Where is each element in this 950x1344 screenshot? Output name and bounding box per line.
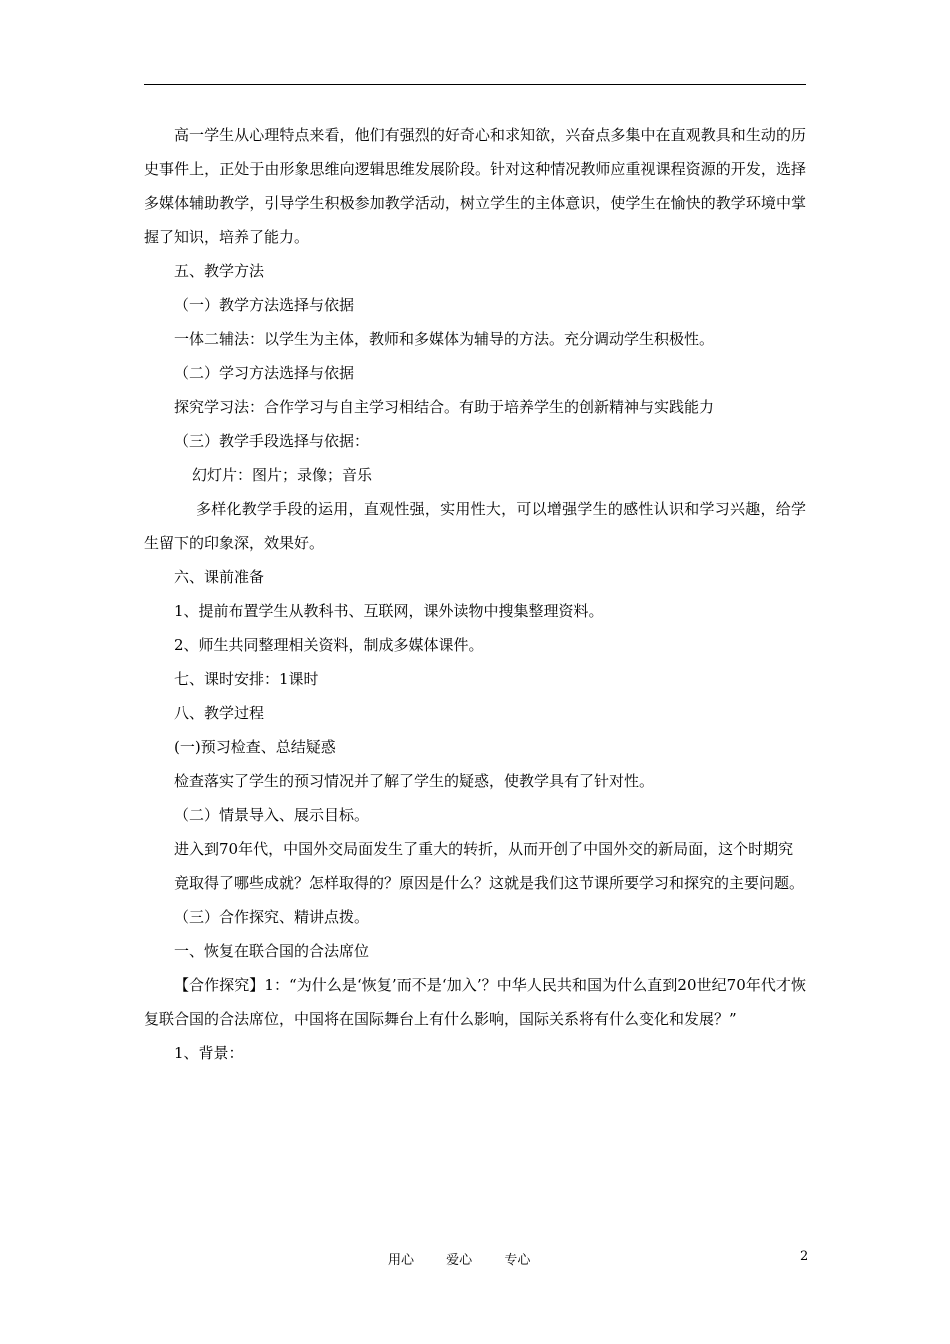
subheading-cooperation: （三）合作探究、精讲点拨。 — [174, 908, 370, 926]
paragraph-introduction-1: 进入到70年代，中国外交局面发生了重大的转折，从而开创了中国外交的新局面，这个时期究 — [174, 840, 794, 858]
paragraph-preparation-1: 1、提前布置学生从教科书、互联网，课外读物中搜集整理资料。 — [174, 602, 604, 620]
heading-un-seat: 一、恢复在联合国的合法席位 — [174, 942, 370, 960]
paragraph-preparation-2: 2、师生共同整理相关资料，制成多媒体课件。 — [174, 636, 484, 654]
heading-teaching-methods: 五、教学方法 — [174, 262, 265, 280]
paragraph-media-effect: 多样化教学手段的运用，直观性强，实用性大，可以增强学生的感性认识和学习兴趣，给学生留下的印象深，效果好。 — [144, 500, 806, 552]
paragraph-learning: 探究学习法：合作学习与自主学习相结合。有助于培养学生的创新精神与实践能力 — [174, 398, 715, 416]
page-number: 2 — [800, 1249, 809, 1264]
paragraph-introduction-2: 竟取得了哪些成就？怎样取得的？原因是什么？这就是我们这节课所要学习和探究的主要问题。 — [174, 874, 805, 892]
subheading-method-basis: （一）教学方法选择与依据 — [174, 296, 355, 314]
paragraph-inquiry: 【合作探究】1：“为什么是‘恢复’而不是‘加入’？中华人民共和国为什么直到20世纪70年代才恢复联合国的合法席位，中国将在国际舞台上有什么影响，国际关系将有什么变化和发展？” — [144, 976, 806, 1028]
footer-item-3: 专心 — [504, 1253, 531, 1268]
paragraph-preview: 检查落实了学生的预习情况并了解了学生的疑惑，使教学具有了针对性。 — [174, 772, 655, 790]
subheading-learning-basis: （二）学习方法选择与依据 — [174, 364, 355, 382]
heading-process: 八、教学过程 — [174, 704, 265, 722]
subheading-introduction: （二）情景导入、展示目标。 — [174, 806, 370, 824]
paragraph-student-analysis: 高一学生从心理特点来看，他们有强烈的好奇心和求知欲，兴奋点多集中在直观教具和生动的历史事件上，正处于由形象思维向逻辑思维发展阶段。针对这种情况教师应重视课程资源的开发，选择多媒体辅助教学，引导学生积极参加教学活动，树立学生的主体意识，使学生在愉快的教学环境中掌握了知识，培养了能力。 — [144, 126, 806, 246]
subheading-preview: (一)预习检查、总结疑惑 — [174, 738, 336, 756]
paragraph-method: 一体二辅法：以学生为主体，教师和多媒体为辅导的方法。充分调动学生积极性。 — [174, 330, 715, 348]
heading-schedule: 七、课时安排：1课时 — [174, 670, 319, 688]
header-rule — [144, 84, 806, 85]
footer-item-2: 爱心 — [446, 1253, 473, 1268]
heading-preparation: 六、课前准备 — [174, 568, 265, 586]
subheading-means-basis: （三）教学手段选择与依据： — [174, 432, 370, 450]
paragraph-background: 1、背景： — [174, 1044, 244, 1062]
document-body — [144, 118, 806, 1070]
paragraph-media: 幻灯片：图片；录像；音乐 — [192, 466, 373, 484]
footer-motto — [388, 1249, 558, 1268]
footer-item-1: 用心 — [388, 1253, 415, 1268]
